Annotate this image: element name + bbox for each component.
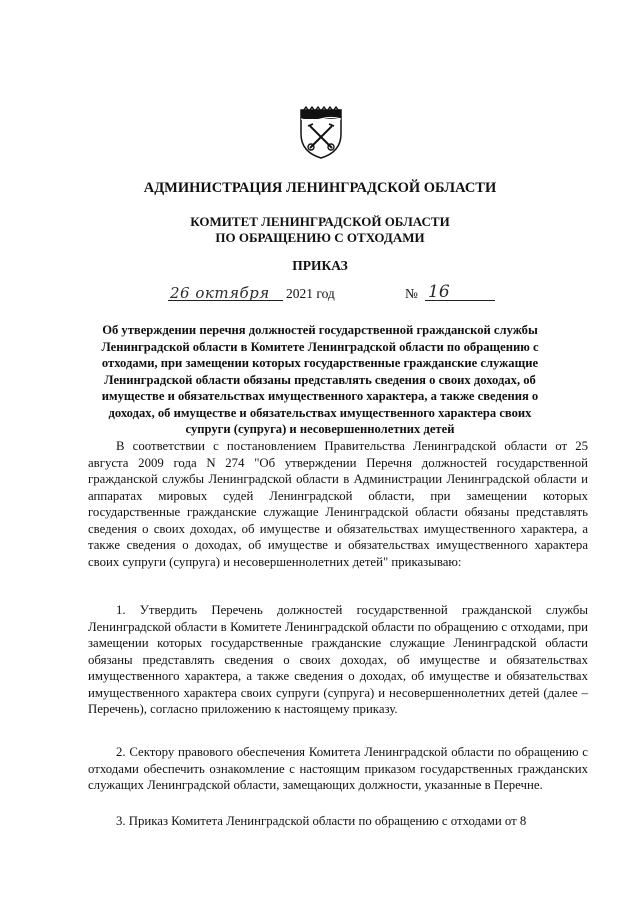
- committee-line-2: ПО ОБРАЩЕНИЮ С ОТХОДАМИ: [215, 230, 425, 245]
- intro-paragraph: В соответствии с постановлением Правительства Ленинградской области от 25 августа 2009 года N 274 "Об утверждении Перечня должностей государственной гражданской службы Ленинградской области в Администрации Ленинградской области и аппаратах мировых судей Ленинградской области, при замещении которых государственные гражданские служащие Ленинградской области обязаны представлять сведения о своих доходах, об имуществе и обязательствах имущественного характера, а также сведения о доходах, об имуществе и обязательствах имущественного характера своих супруги (супруга) и несовершеннолетних детей" приказываю:: [88, 439, 588, 569]
- date-underline: [168, 300, 283, 301]
- date-number-line: [0, 282, 640, 308]
- committee-name: [0, 214, 640, 246]
- item-3-paragraph: 3. Приказ Комитета Ленинградской области по обращению с отходами от 8: [116, 814, 527, 828]
- document-type: ПРИКАЗ: [292, 258, 348, 273]
- item-1-paragraph: 1. Утвердить Перечень должностей государственной гражданской службы Ленинградской области в Комитете Ленинградской области по обращению с отходами, при замещении которых государственные гражданские служащие Ленинградской области обязаны представлять сведения о своих доходах, об имуществе и обязательствах имущественного характера, а также сведения о доходах, об имуществе и обязательствах имущественного характера своих супруги (супруга) и несовершеннолетних детей (далее – Перечень), согласно приложению к настоящему приказу.: [88, 603, 588, 716]
- item-2-paragraph: 2. Сектору правового обеспечения Комитета Ленинградской области по обращению с отходами обеспечить ознакомление с настоящим приказом государственных гражданских служащих Ленинградской области, замещающих должности, указанные в Перечне.: [88, 745, 588, 792]
- handwritten-number: 16: [428, 282, 450, 302]
- coat-of-arms-emblem: [297, 100, 345, 160]
- number-label: №: [405, 286, 418, 301]
- organization-name: АДМИНИСТРАЦИЯ ЛЕНИНГРАДСКОЙ ОБЛАСТИ: [143, 180, 497, 196]
- number-underline: [425, 300, 495, 301]
- committee-line-1: КОМИТЕТ ЛЕНИНГРАДСКОЙ ОБЛАСТИ: [190, 214, 450, 229]
- handwritten-date: 26 октября: [170, 284, 270, 302]
- document-title: Об утверждении перечня должностей государственной гражданской службы Ленинградской области в Комитете Ленинградской области по обращению с отходами, при замещении которых государственные гражданские служащие Ленинградской области обязаны представлять сведения о своих доходах, об имуществе и обязательствах имущественного характера, а также сведения о доходах, об имуществе и обязательствах имущественного характера своих супруги (супруга) и несовершеннолетних детей: [101, 323, 539, 436]
- date-year: 2021 год: [286, 286, 335, 301]
